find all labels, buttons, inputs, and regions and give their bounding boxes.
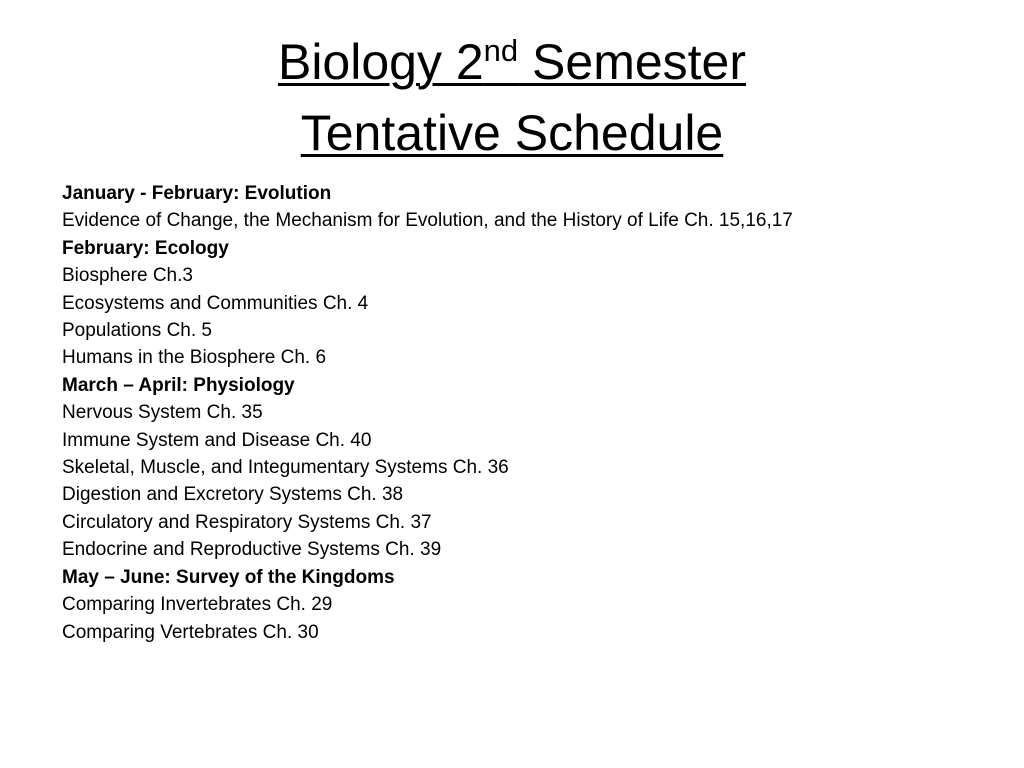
section-heading: May – June: Survey of the Kingdoms: [62, 566, 395, 588]
page-title: [0, 30, 1024, 165]
list-item: Ecosystems and Communities Ch. 4: [62, 292, 369, 314]
title-line-2: Tentative Schedule: [300, 105, 724, 161]
list-item: Digestion and Excretory Systems Ch. 38: [62, 484, 404, 506]
list-item: Nervous System Ch. 35: [62, 402, 263, 424]
list-item: Endocrine and Reproductive Systems Ch. 39: [62, 539, 442, 561]
list-item: Biosphere Ch.3: [62, 265, 193, 287]
list-item: Comparing Vertebrates Ch. 30: [62, 621, 319, 643]
title-superscript: nd: [483, 33, 519, 68]
section-heading: February: Ecology: [62, 237, 229, 259]
list-item: Circulatory and Respiratory Systems Ch. 37: [62, 511, 432, 533]
section-heading: January - February: Evolution: [62, 183, 332, 204]
list-item: Comparing Invertebrates Ch. 29: [62, 594, 333, 616]
title-line-1-prefix: Biology 2: [277, 34, 484, 90]
title-line-1: [0, 30, 1024, 101]
schedule-list: [62, 180, 1002, 646]
list-item: Immune System and Disease Ch. 40: [62, 429, 372, 451]
list-item: Evidence of Change, the Mechanism for Evolution, and the History of Life Ch. 15,16,17: [62, 210, 793, 232]
list-item: Populations Ch. 5: [62, 320, 212, 342]
title-line-1-suffix: Semester: [518, 34, 747, 90]
list-item: Skeletal, Muscle, and Integumentary Systems Ch. 36: [62, 457, 509, 479]
list-item: Humans in the Biosphere Ch. 6: [62, 347, 327, 369]
section-heading: March – April: Physiology: [62, 374, 295, 396]
